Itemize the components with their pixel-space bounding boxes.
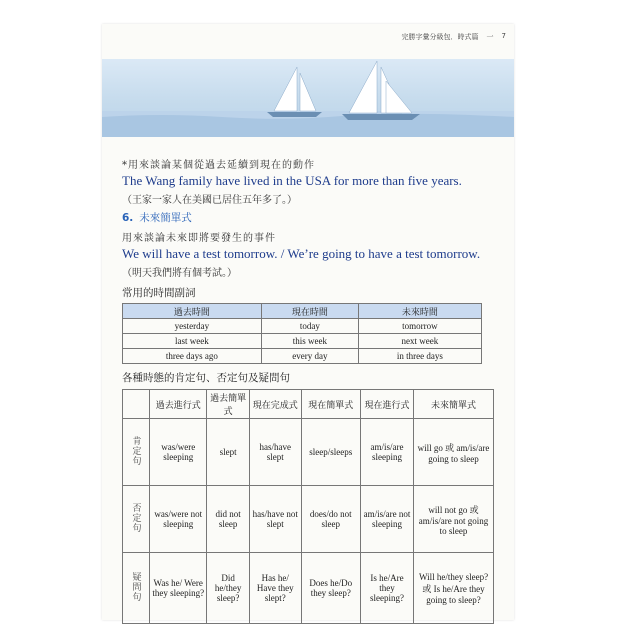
book-title: 完勝字彙分級包．時式篇 — [401, 33, 479, 41]
section-number: 6. — [122, 211, 134, 224]
table-cell: was/were sleeping — [150, 419, 207, 486]
table-cell: every day — [261, 349, 358, 364]
table-row — [123, 419, 494, 486]
table-cell: does/do not sleep — [301, 486, 360, 553]
column-header: 過去時間 — [123, 304, 262, 319]
column-header: 未來時間 — [358, 304, 481, 319]
table-cell: Will he/they sleep? 或 Is he/Are they going to sleep? — [414, 553, 494, 624]
table-cell: Has he/ Have they slept? — [249, 553, 301, 624]
table-row — [123, 486, 494, 553]
table-cell: slept — [207, 419, 249, 486]
table-row — [123, 349, 482, 364]
table-cell: Was he/ Were they sleeping? — [150, 553, 207, 624]
time-words-table — [122, 303, 482, 364]
table-row — [123, 553, 494, 624]
present-perfect-example-en: The Wang family have lived in the USA for more than five years. — [122, 173, 462, 188]
row-header-question: 疑問句 — [123, 553, 150, 624]
corner-cell — [123, 390, 150, 419]
table-cell: Does he/Do they sleep? — [301, 553, 360, 624]
section-heading — [122, 210, 502, 225]
table-header-row — [123, 390, 494, 419]
table-cell: will not go 或 am/is/are not going to sleep — [414, 486, 494, 553]
table-cell: was/were not sleeping — [150, 486, 207, 553]
present-perfect-usage: *用來談論某個從過去延續到現在的動作 — [122, 160, 315, 171]
time-words-heading: 常用的時間副詞 — [122, 287, 196, 299]
page-number: 7 — [501, 32, 506, 40]
table-row — [123, 334, 482, 349]
table-cell: will go 或 am/is/are going to sleep — [414, 419, 494, 486]
column-header: 現在完成式 — [249, 390, 301, 419]
table-header-row — [123, 304, 482, 319]
future-example-zh: （明天我們將有個考試。） — [122, 268, 237, 279]
table-cell: has/have not slept — [249, 486, 301, 553]
future-example-en: We will have a test tomorrow. / We’re going to have a test tomorrow. — [122, 246, 481, 261]
column-header: 過去進行式 — [150, 390, 207, 419]
section-title: 未來簡單式 — [139, 212, 192, 224]
sailboat-banner — [102, 59, 514, 137]
column-header: 現在簡單式 — [301, 390, 360, 419]
table-cell: did not sleep — [207, 486, 249, 553]
table-cell: this week — [261, 334, 358, 349]
header-divider: 一 — [486, 33, 494, 41]
row-header-affirmative: 肯定句 — [123, 419, 150, 486]
table-cell: yesterday — [123, 319, 262, 334]
table-cell: Is he/Are they sleeping? — [360, 553, 413, 624]
column-header: 現在進行式 — [360, 390, 413, 419]
column-header: 現在時間 — [261, 304, 358, 319]
forms-heading: 各種時態的肯定句、否定句及疑問句 — [122, 372, 290, 384]
running-header — [402, 32, 506, 42]
sailboat-illustration — [102, 59, 514, 137]
table-cell: three days ago — [123, 349, 262, 364]
table-cell: tomorrow — [358, 319, 481, 334]
table-cell: last week — [123, 334, 262, 349]
table-cell: am/is/are not sleeping — [360, 486, 413, 553]
table-cell: sleep/sleeps — [301, 419, 360, 486]
table-cell: in three days — [358, 349, 481, 364]
column-header: 過去簡單式 — [207, 390, 249, 419]
book-page — [102, 24, 514, 620]
table-row — [123, 319, 482, 334]
future-usage: 用來談論未來即將要發生的事件 — [122, 233, 276, 244]
table-cell: today — [261, 319, 358, 334]
sentence-forms-table — [122, 389, 494, 624]
present-perfect-example-zh: （王家一家人在美國已居住五年多了。） — [122, 195, 297, 206]
table-cell: am/is/are sleeping — [360, 419, 413, 486]
column-header: 未來簡單式 — [414, 390, 494, 419]
table-cell: next week — [358, 334, 481, 349]
row-header-negative: 否定句 — [123, 486, 150, 553]
table-cell: Did he/they sleep? — [207, 553, 249, 624]
table-cell: has/have slept — [249, 419, 301, 486]
